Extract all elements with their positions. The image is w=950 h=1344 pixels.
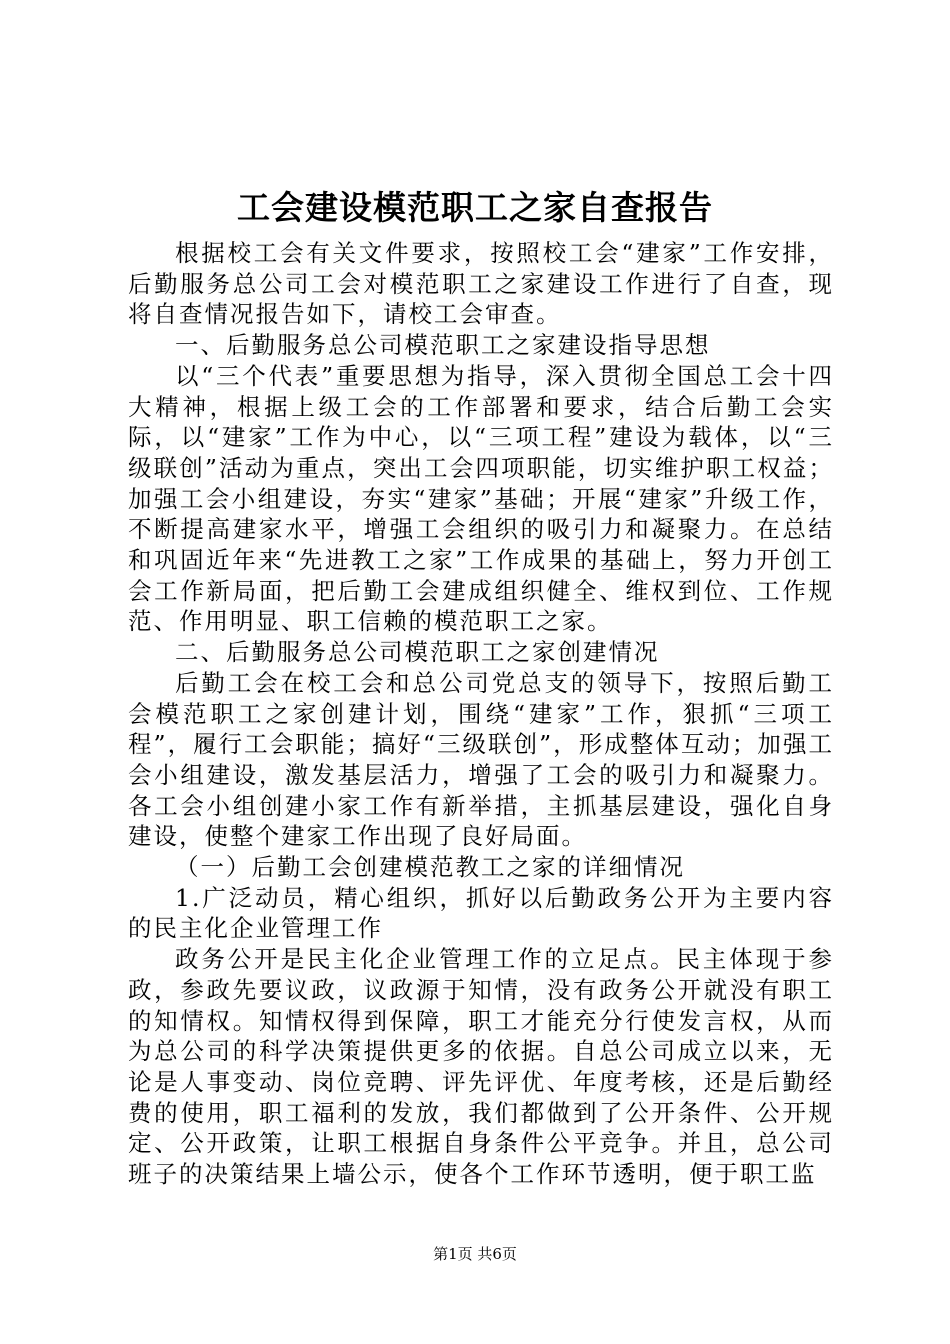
page-number-footer: 第1页 共6页 — [433, 1245, 517, 1263]
paragraph-intro: 根据校工会有关文件要求，按照校工会“建家”工作安排，后勤服务总公司工会对模范职工之家建设工作进行了自查，现将自查情况报告如下，请校工会审查。 — [128, 239, 834, 329]
paragraph-creation-status: 后勤工会在校工会和总公司党总支的领导下，按照后勤工会模范职工之家创建计划，围绕“建家”工作，狠抓“三项工程”，履行工会职能；搞好“三级联创”，形成整体互动；加强工会小组建设，激发基层活力，增强了工会的吸引力和凝聚力。各工会小组创建小家工作有新举措，主抓基层建设，强化自身建设，使整个建家工作出现了良好局面。 — [128, 668, 834, 851]
section-heading-1: 一、后勤服务总公司模范职工之家建设指导思想 — [175, 331, 711, 360]
list-item-heading-1: 1.广泛动员，精心组织，抓好以后勤政务公开为主要内容的民主化企业管理工作 — [128, 883, 834, 943]
document-title: 工会建设模范职工之家自查报告 — [237, 188, 713, 227]
paragraph-transparency: 政务公开是民主化企业管理工作的立足点。民主体现于参政，参政先要议政，议政源于知情，没有政务公开就没有职工的知情权。知情权得到保障，职工才能充分行使发言权，从而为总公司的科学决策提供更多的依据。自总公司成立以来，无论是人事变动、岗位竞聘、评先评优、年度考核，还是后勤经费的使用，职工福利的发放，我们都做到了公开条件、公开规定、公开政策，让职工根据自身条件公平竞争。并且，总公司班子的决策结果上墙公示，使各个工作环节透明，便于职工监 — [128, 945, 834, 1189]
paragraph-guiding-thought: 以“三个代表”重要思想为指导，深入贯彻全国总工会十四大精神，根据上级工会的工作部署和要求，结合后勤工会实际，以“建家”工作为中心，以“三项工程”建设为载体，以“三级联创”活动为重点，突出工会四项职能，切实维护职工权益；加强工会小组建设，夯实“建家”基础；开展“建家”升级工作，不断提高建家水平，增强工会组织的吸引力和凝聚力。在总结和巩固近年来“先进教工之家”工作成果的基础上，努力开创工会工作新局面，把后勤工会建成组织健全、维权到位、工作规范、作用明显、职工信赖的模范职工之家。 — [128, 361, 834, 636]
section-heading-2: 二、后勤服务总公司模范职工之家创建情况 — [175, 638, 660, 667]
document-body — [128, 238, 834, 1190]
subsection-heading-1: （一）后勤工会创建模范教工之家的详细情况 — [175, 853, 685, 882]
